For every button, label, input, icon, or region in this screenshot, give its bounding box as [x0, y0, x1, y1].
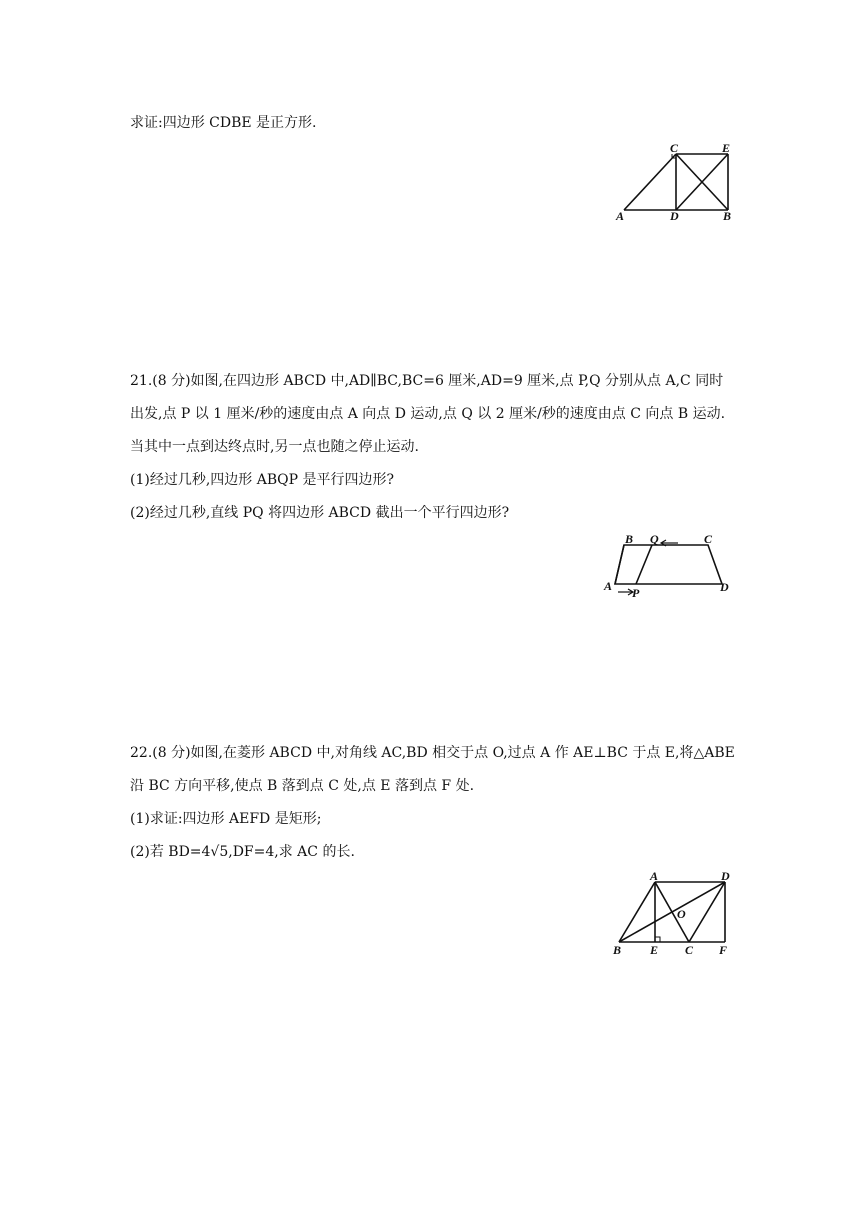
q22-line-4: (2)若 BD=4√5,DF=4,求 AC 的长. — [130, 844, 355, 860]
label-e: E — [722, 141, 731, 155]
segment-ba — [619, 882, 655, 942]
label-b: B — [613, 943, 622, 957]
label-e: E — [650, 943, 659, 957]
q21-line-3: 当其中一点到达终点时,另一点也随之停止运动. — [130, 439, 419, 455]
figure-trapezoid-abcd — [600, 530, 740, 606]
q21-line-2: 出发,点 P 以 1 厘米/秒的速度由点 A 向点 D 运动,点 Q 以 2 厘米/秒的速度由点 C 向点 B 运动. — [130, 406, 726, 422]
q21-line-5: (2)经过几秒,直线 PQ 将四边形 ABCD 截出一个平行四边形? — [130, 505, 510, 521]
label-a: A — [604, 579, 613, 593]
segment-ac — [624, 154, 676, 210]
label-c: C — [685, 943, 694, 957]
q22-line-2: 沿 BC 方向平移,使点 B 落到点 C 处,点 E 落到点 F 处. — [130, 778, 475, 794]
label-c: C — [670, 141, 679, 155]
label-d: D — [670, 209, 679, 223]
trapezoid-abcd — [615, 545, 722, 584]
label-b: B — [723, 209, 732, 223]
segment-cd — [689, 882, 725, 942]
q22-line-3: (1)求证:四边形 AEFD 是矩形; — [130, 811, 322, 827]
segment-ab — [615, 545, 624, 584]
label-d: D — [721, 869, 730, 883]
label-a: A — [616, 209, 625, 223]
q21-line-4: (1)经过几秒,四边形 ABQP 是平行四边形? — [130, 472, 394, 488]
label-f: F — [719, 943, 728, 957]
label-o: O — [677, 907, 686, 921]
segment-qp — [636, 545, 652, 584]
q21-line-1: 21.(8 分)如图,在四边形 ABCD 中,AD∥BC,BC=6 厘米,AD=9 厘米,点 P,Q 分别从点 A,C 同时 — [130, 373, 724, 389]
label-d: D — [720, 580, 729, 594]
segment-bd — [619, 882, 725, 942]
label-p: P — [632, 586, 640, 600]
label-a: A — [650, 869, 659, 883]
q20-line-1: 求证:四边形 CDBE 是正方形. — [130, 115, 317, 131]
figure-rhombus-abcd — [605, 868, 755, 967]
label-c: C — [704, 532, 713, 546]
figure-square-cdbe — [610, 140, 740, 229]
q22-line-1: 22.(8 分)如图,在菱形 ABCD 中,对角线 AC,BD 相交于点 O,过点 A 作 AE⊥BC 于点 E,将△ABE — [130, 745, 735, 761]
label-b: B — [625, 532, 634, 546]
label-q: Q — [650, 532, 659, 546]
